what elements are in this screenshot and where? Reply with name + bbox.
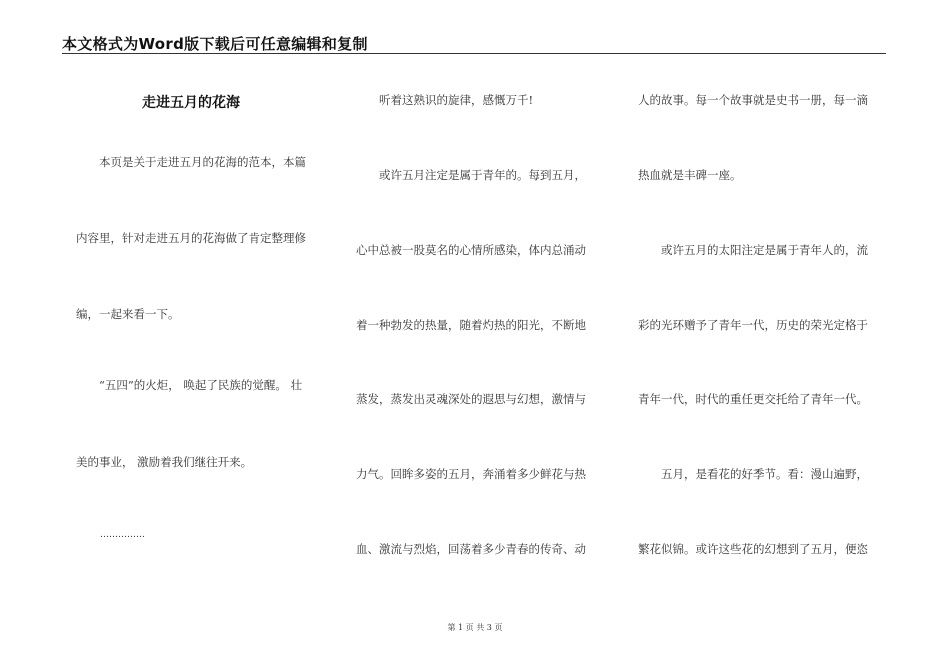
page-number-footer: 第 1 页 共 3 页: [447, 623, 503, 632]
paragraph-line: 美的事业， 激励着我们继往开来。: [76, 455, 253, 469]
paragraph-line: “五四”的火炬， 唤起了民族的觉醒。 壮: [76, 378, 303, 392]
paragraph-line: 人的故事。每一个故事就是史书一册，每一滴: [638, 93, 868, 107]
article-title: 走进五月的花海: [142, 95, 240, 111]
column-2: [356, 0, 600, 620]
paragraph-line: 或许五月注定是属于青年的。每到五月，: [356, 168, 586, 182]
paragraph-line: 五月，是看花的好季节。看：漫山遍野，: [638, 467, 868, 481]
paragraph-line: 彩的光环赠予了青年一代，历史的荣光定格于: [638, 318, 868, 332]
ellipsis-dots: ……………: [100, 530, 145, 540]
paragraph-line: 青年一代，时代的重任更交托给了青年一代。: [638, 392, 868, 406]
paragraph-line: 内容里，针对走进五月的花海做了肯定整理修: [76, 231, 306, 245]
paragraph-line: 血、激流与烈焰，回荡着多少青春的传奇、动: [356, 542, 586, 556]
column-3: [638, 0, 880, 620]
paragraph-line: 或许五月的太阳注定是属于青年人的，流: [638, 243, 868, 257]
paragraph-line: 蒸发，蒸发出灵魂深处的遐思与幻想，激情与: [356, 392, 586, 406]
paragraph-line: 本页是关于走进五月的花海的范本，本篇: [76, 155, 306, 169]
paragraph-line: 繁花似锦。或许这些花的幻想到了五月，便恣: [638, 542, 868, 556]
paragraph-line: 热血就是丰碑一座。: [638, 168, 742, 182]
paragraph-line: 着一种勃发的热量，随着灼热的阳光，不断地: [356, 318, 586, 332]
document-header-title: 本文格式为Word版下载后可任意编辑和复制: [62, 35, 368, 53]
paragraph-line: 力气。回眸多姿的五月，奔涌着多少鲜花与热: [356, 467, 586, 481]
paragraph-line: 编，一起来看一下。: [76, 307, 180, 321]
paragraph-line: 心中总被一股莫名的心情所感染，体内总涌动: [356, 243, 586, 257]
column-1: [76, 0, 328, 620]
paragraph-line: 听着这熟识的旋律，感慨万千!: [356, 93, 534, 107]
